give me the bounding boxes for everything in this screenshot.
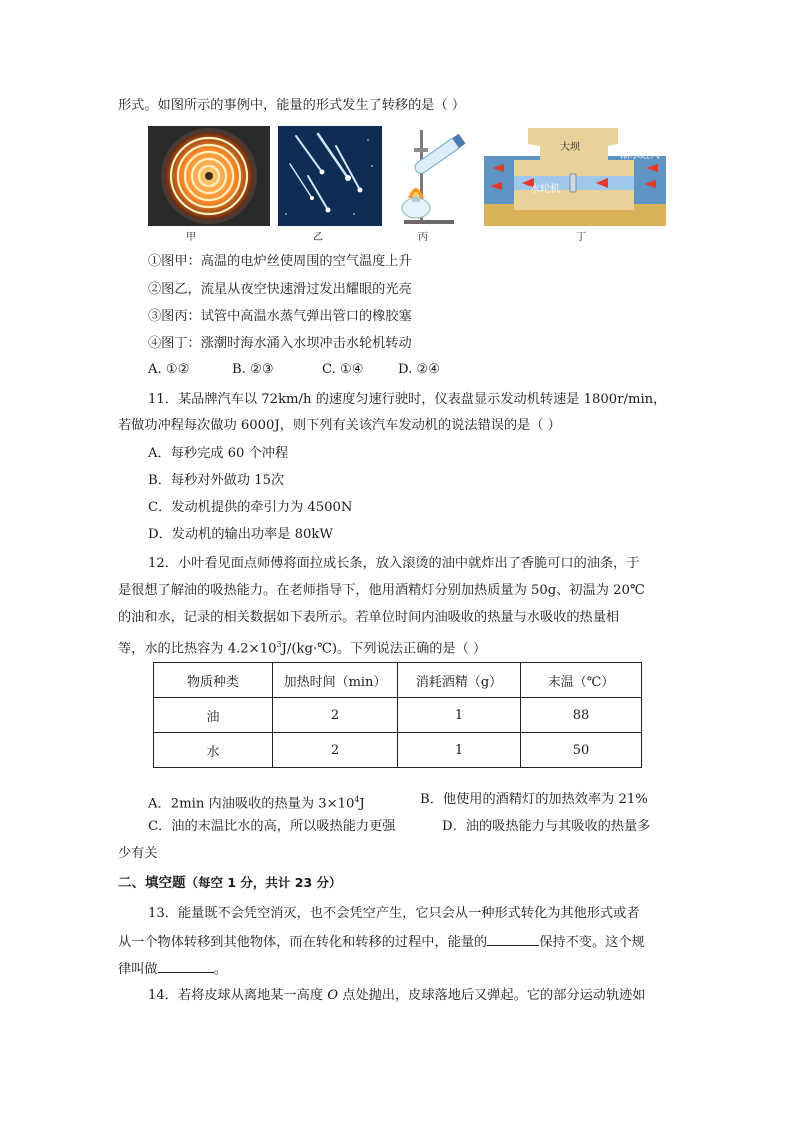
q12-option-c: C．油的末温比水的高，所以吸热能力更强 — [148, 819, 396, 834]
q12-line-3: 的油和水，记录的相关数据如下表所示。若单位时间内油吸收的热量与水吸收的热量相 — [118, 610, 620, 625]
figure-jia-stove-coil — [148, 126, 270, 226]
q10-option-d: D. ②④ — [398, 362, 441, 377]
q11-line-2: 若做功冲程每次做功 6000J，则下列有关该汽车发动机的说法错误的是（ ） — [118, 418, 561, 433]
q11-option-c: C．发动机提供的牵引力为 4500N — [148, 500, 353, 515]
section-2-heading: 二、填空题（每空 1 分，共计 23 分） — [118, 875, 342, 891]
q14-line-1: 14．若将皮球从离地某一高度 O 点处抛出，皮球落地后又弹起。它的部分运动轨迹如 — [148, 988, 646, 1003]
table-header-cell: 消耗酒精（g） — [398, 663, 521, 698]
figure-bing-test-tube — [390, 126, 476, 226]
q13-blank-2[interactable] — [158, 958, 214, 973]
q12-option-d-cont: 少有关 — [118, 846, 158, 861]
q10-statement-4: ④图丁：涨潮时海水涌入水坝冲击水轮机转动 — [148, 336, 412, 351]
q12-option-d: D．油的吸热能力与其吸收的热量多 — [442, 819, 651, 834]
q12-option-b: B．他使用的酒精灯的加热效率为 21% — [420, 792, 648, 807]
table-header-cell: 物质种类 — [154, 663, 273, 698]
table-cell: 88 — [521, 698, 642, 733]
dam-label: 大坝 — [560, 142, 580, 153]
test-tube-apparatus-icon — [390, 126, 476, 226]
question-intro: 形式。如图所示的事例中，能量的形式发生了转移的是（ ） — [118, 98, 466, 113]
q11-option-d: D．发动机的输出功率是 80kW — [148, 527, 333, 542]
table-header-cell: 加热时间（min） — [273, 663, 398, 698]
table-cell: 油 — [154, 698, 273, 733]
stove-coil-icon — [148, 126, 270, 226]
table-cell: 1 — [398, 733, 521, 768]
caption-jia: 甲 — [186, 232, 196, 243]
q10-option-c: C. ①④ — [322, 362, 364, 377]
q11-line-1: 11．某品牌汽车以 72km/h 的速度匀速行驶时，仪表盘显示发动机转速是 1800r/min， — [148, 392, 667, 407]
table-cell: 2 — [273, 733, 398, 768]
q13-line-3: 律叫做 。 — [118, 958, 227, 980]
q10-option-a: A. ①② — [148, 362, 190, 377]
q12-data-table — [153, 662, 642, 768]
table-cell: 水 — [154, 733, 273, 768]
turbine-label: 水轮机 — [530, 184, 560, 195]
q12-line-4: 等，水的比热容为 $4.2\times 10^3J/(kg\cdot℃)$。下列说法正确的是（ ） — [118, 640, 487, 657]
q10-option-b: B. ②③ — [232, 362, 274, 377]
figure-ding-dam — [484, 126, 666, 226]
q13-line-1: 13．能量既不会凭空消灭，也不会凭空产生，它只会从一种形式转化为其他形式或者 — [148, 906, 640, 921]
table-cell: 1 — [398, 698, 521, 733]
tide-label: 潮水进入 — [620, 150, 660, 161]
q13-line-2: 从一个物体转移到其他物体，而在转化和转移的过程中，能量的 保持不变。这个规 — [118, 931, 645, 953]
table-header-row — [154, 663, 642, 698]
q10-statement-3: ③图丙：试管中高温水蒸气弹出管口的橡胶塞 — [148, 309, 412, 324]
figure-yi-meteors — [278, 126, 382, 226]
caption-yi: 乙 — [313, 232, 323, 243]
meteor-icon — [278, 126, 382, 226]
caption-bing: 丙 — [418, 232, 428, 243]
q13-blank-1[interactable] — [487, 931, 539, 946]
q10-statement-1: ①图甲：高温的电炉丝使周围的空气温度上升 — [148, 254, 412, 269]
table-cell: 2 — [273, 698, 398, 733]
q12-option-a: A．2min 内油吸收的热量为 $3\times 10^4J$ — [148, 795, 365, 812]
q10-statement-2: ②图乙，流星从夜空快速滑过发出耀眼的光亮 — [148, 282, 412, 297]
table-row — [154, 698, 642, 733]
q12-line-1: 12．小叶看见面点师傅将面拉成长条，放入滚烫的油中就炸出了香脆可口的油条，于 — [148, 556, 640, 571]
q11-option-b: B．每秒对外做功 15次 — [148, 473, 285, 488]
q12-line-2: 是很想了解油的吸热能力。在老师指导下，他用酒精灯分别加热质量为 50g、初温为 20℃ — [118, 583, 645, 598]
table-header-cell: 末温（℃） — [521, 663, 642, 698]
q11-option-a: A．每秒完成 60 个冲程 — [148, 446, 289, 461]
caption-ding: 丁 — [576, 232, 586, 243]
table-cell: 50 — [521, 733, 642, 768]
dam-turbine-icon — [484, 126, 666, 226]
table-row — [154, 733, 642, 768]
